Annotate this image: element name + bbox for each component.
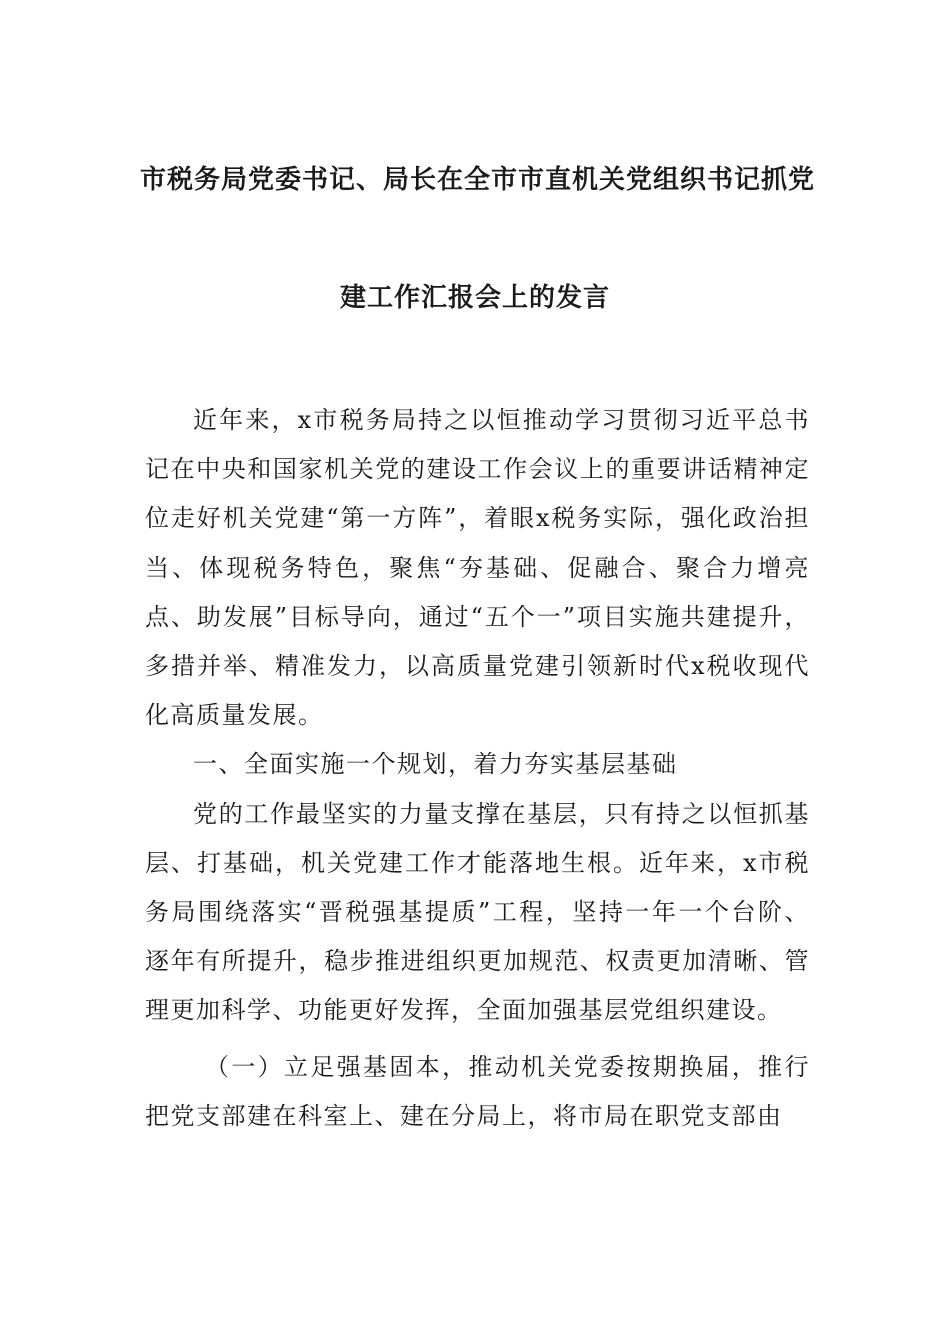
document-body — [145, 396, 810, 1141]
section-heading-1: 一、全面实施一个规划，着力夯实基层基础 — [193, 750, 678, 779]
section-1-paragraph: 党的工作最坚实的力量支撑在基层，只有持之以恒抓基层、打基础，机关党建工作才能落地生根。近年来，x市税务局围绕落实“晋税强基提质”工程，坚持一年一个台阶、逐年有所提升，稳步推进组织更加规范、权责更加清晰、管理更加科学、功能更好发挥，全面加强基层党组织建设。 — [145, 799, 810, 1025]
document-title-line-1: 市税务局党委书记、局长在全市市直机关党组织书记抓党 — [140, 165, 816, 195]
subsection-1-paragraph: （一）立足强基固本，推动机关党委按期换届，推行把党支部建在科室上、建在分局上，将市局在职党支部由 — [145, 1052, 810, 1130]
document-title-line-2: 建工作汇报会上的发言 — [339, 283, 610, 313]
intro-paragraph: 近年来，x市税务局持之以恒推动学习贯彻习近平总书记在中央和国家机关党的建设工作会议上的重要讲话精神定位走好机关党建“第一方阵”，着眼x税务实际，强化政治担当、体现税务特色，聚焦“夯基础、促融合、聚合力增亮点、助发展”目标导向，通过“五个一”项目实施共建提升，多措并举、精准发力，以高质量党建引领新时代x税收现代化高质量发展。 — [145, 406, 810, 730]
